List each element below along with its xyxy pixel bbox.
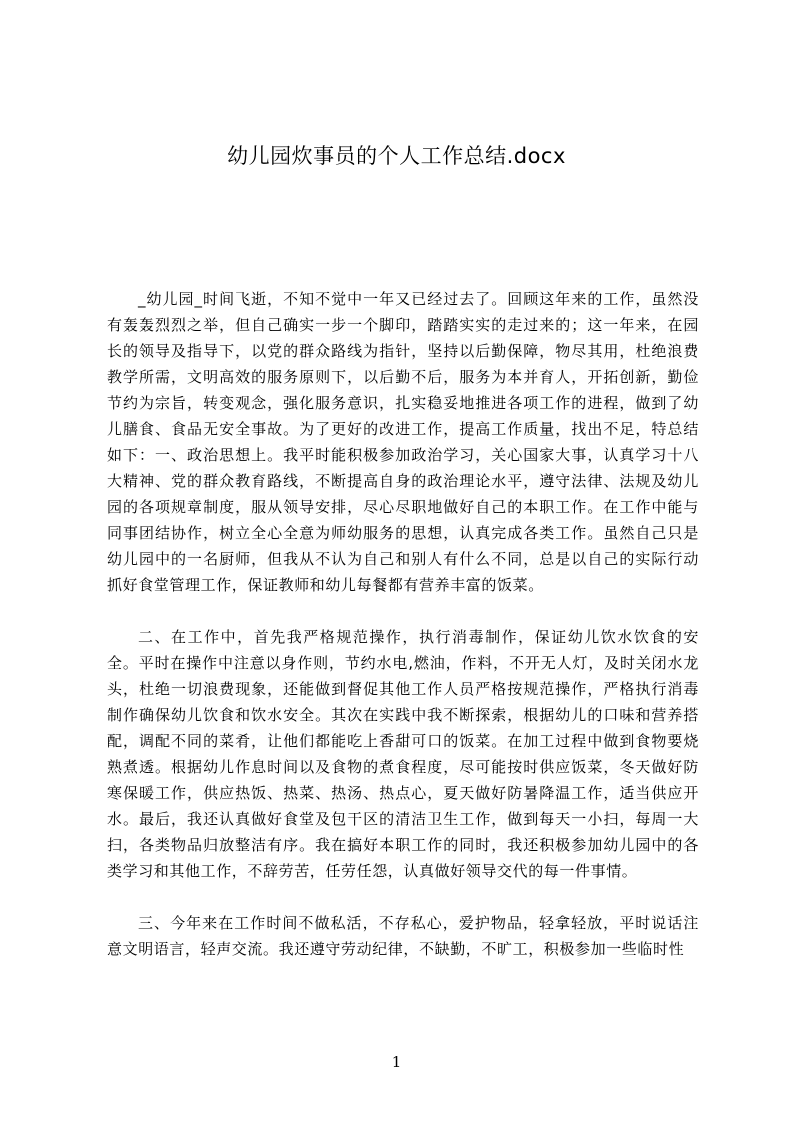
paragraph-work-duties: 二、在工作中，首先我严格规范操作，执行消毒制作，保证幼儿饮水饮食的安全。平时在操作中注意以身作则，节约水电,燃油，作料，不开无人灯，及时关闭水龙头，杜绝一切浪费现象，还能做到督促其他工作人员严格按规范操作，严格执行消毒制作确保幼儿饮食和饮水安全。其次在实践中我不断探索，根据幼儿的口味和营养搭配，调配不同的菜肴，让他们都能吃上香甜可口的饭菜。在加工过程中做到食物要烧熟煮透。根据幼儿作息时间以及食物的煮食程度，尽可能按时供应饭菜，冬天做好防寒保暖工作，供应热饭、热菜、热汤、热点心，夏天做好防暑降温工作，适当供应开水。最后，我还认真做好食堂及包干区的清洁卫生工作，做到每天一小扫，每周一大扫，各类物品归放整洁有序。我在搞好本职工作的同时，我还积极参加幼儿园中的各类学习和其他工作，不辞劳苦，任劳任怨，认真做好领导交代的每一件事情。 xyxy=(107,628,699,880)
page-number: 1 xyxy=(391,1053,402,1071)
document-body xyxy=(107,286,699,988)
paragraph-summary-intro: _幼儿园_时间飞逝，不知不觉中一年又已经过去了。回顾这年来的工作，虽然没有轰轰烈烈之举，但自己确实一步一个脚印，踏踏实实的走过来的；这一年来，在园长的领导及指导下，以党的群众路线为指针，坚持以后勤保障，物尽其用，杜绝浪费教学所需，文明高效的服务原则下，以后勤不后，服务为本并育人，开拓创新，勤俭节约为宗旨，转变观念，强化服务意识，扎实稳妥地推进各项工作的进程，做到了幼儿膳食、食品无安全事故。为了更好的改进工作，提高工作质量，找出不足，特总结如下：一、政治思想上。我平时能积极参加政治学习，关心国家大事，认真学习十八大精神、党的群众教育路线，不断提高自身的政治理论水平，遵守法律、法规及幼儿园的各项规章制度，服从领导安排，尽心尽职地做好自己的本职工作。在工作中能与同事团结协作，树立全心全意为师幼服务的思想，认真完成各类工作。虽然自己只是幼儿园中的一名厨师，但我从不认为自己和别人有什么不同，总是以自己的实际行动抓好食堂管理工作，保证教师和幼儿每餐都有营养丰富的饭菜。 xyxy=(107,290,699,594)
paragraph-work-discipline: 三、今年来在工作时间不做私活，不存私心，爱护物品，轻拿轻放，平时说话注意文明语言，轻声交流。我还遵守劳动纪律，不缺勤，不旷工，积极参加一些临时性 xyxy=(107,914,699,958)
document-title: 幼儿园炊事员的个人工作总结.docx xyxy=(227,144,566,168)
